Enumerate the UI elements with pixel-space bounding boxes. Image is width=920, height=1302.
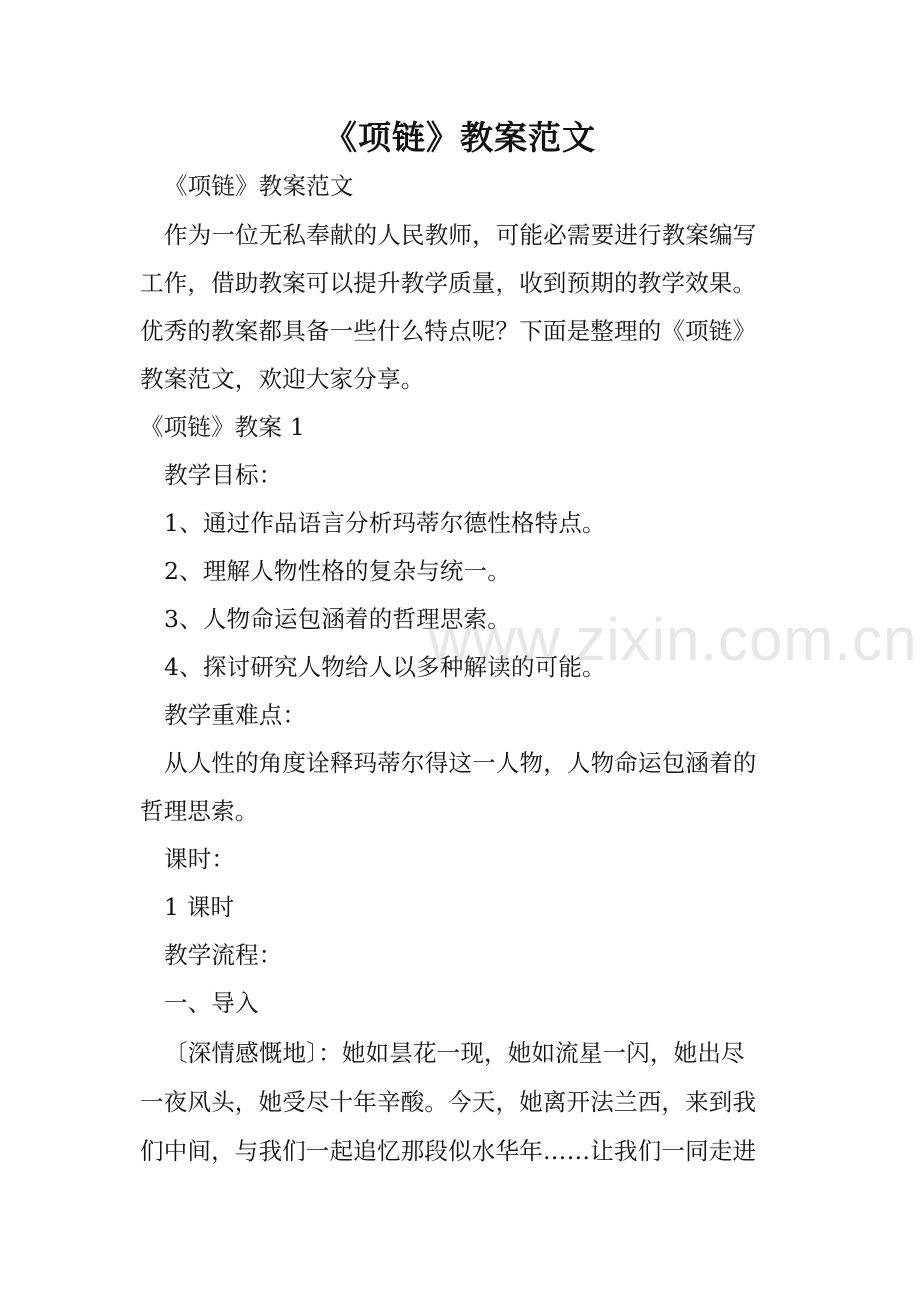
list-item: 1、通过作品语言分析玛蒂尔德性格特点。 <box>164 509 606 537</box>
paragraph-line: 作为一位无私奉献的人民教师，可能必需要进行教案编写 <box>164 221 757 249</box>
paragraph-line: 一、导入 <box>164 989 259 1017</box>
paragraph-line: 〔深情感慨地〕：她如昙花一现，她如流星一闪，她出尽 <box>164 1039 745 1067</box>
list-item: 4、探讨研究人物给人以多种解读的可能。 <box>164 653 606 681</box>
document-title: 《项链》教案范文 <box>324 118 596 157</box>
watermark: www.zixin.com.cn <box>428 606 918 673</box>
paragraph-line: 哲理思索。 <box>140 797 259 825</box>
paragraph-line: 教学流程： <box>164 941 283 969</box>
subtitle-line: 《项链》教案范文 <box>164 172 354 200</box>
paragraph-line: 1 课时 <box>164 893 235 921</box>
paragraph-line: 们中间，与我们一起追忆那段似水华年……让我们一同走进 <box>140 1137 757 1165</box>
paragraph-line: 教案范文，欢迎大家分享。 <box>140 365 425 393</box>
paragraph-line: 课时： <box>164 845 236 873</box>
paragraph-line: 教学重难点： <box>164 701 307 729</box>
paragraph-line: 从人性的角度诠释玛蒂尔得这一人物，人物命运包涵着的 <box>164 749 757 777</box>
paragraph-line: 优秀的教案都具备一些什么特点呢？下面是整理的《项链》 <box>140 317 757 345</box>
paragraph-line: 工作，借助教案可以提升教学质量，收到预期的教学效果。 <box>140 269 757 297</box>
paragraph-line: 一夜风头，她受尽十年辛酸。今天，她离开法兰西，来到我 <box>140 1088 757 1116</box>
section-heading: 《项链》教案 1 <box>140 413 306 441</box>
list-item: 3、人物命运包涵着的哲理思索。 <box>164 605 511 633</box>
paragraph-line: 教学目标： <box>164 461 283 489</box>
list-item: 2、理解人物性格的复杂与统一。 <box>164 557 511 585</box>
